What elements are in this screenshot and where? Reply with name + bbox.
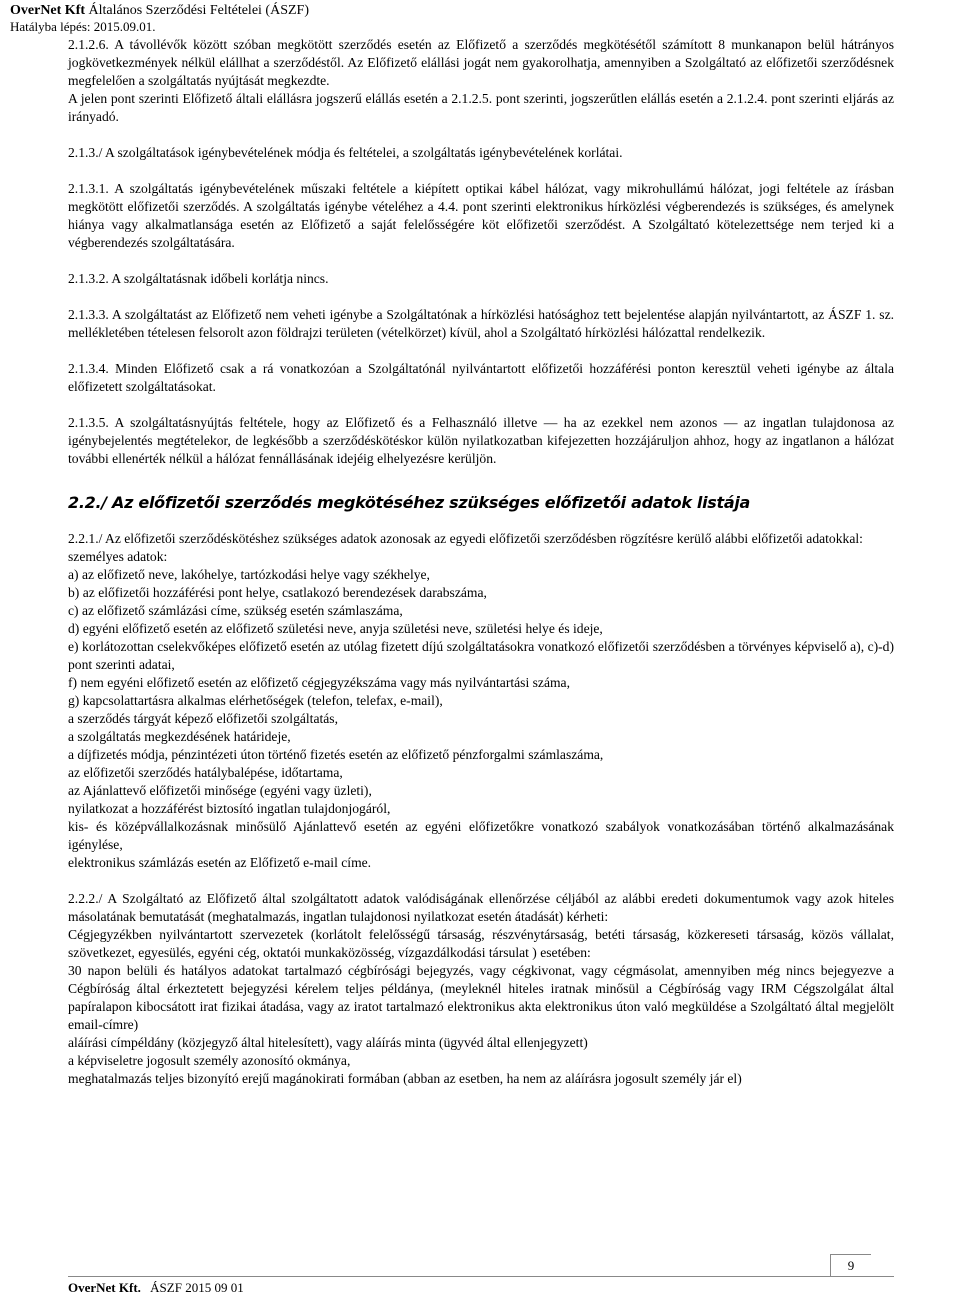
footer-company: OverNet Kft.	[68, 1280, 141, 1295]
document-body	[68, 36, 894, 1088]
list-item: aláírási címpéldány (közjegyző által hitelesített), vagy aláírás minta (ügyvéd által ellenjegyzett)	[68, 1035, 588, 1050]
page-header	[0, 0, 960, 34]
paragraph-2-1-3-3: 2.1.3.3. A szolgáltatást az Előfizető nem veheti igénybe a Szolgáltatónak a hírközlési hatósághoz tett bejelentése alapján nyilvántartott, az ÁSZF 1. sz. mellékletében tételesen felsorolt azon földrajzi területen (vételkörzet) kívül, ahol a Szolgáltató hírközlési hálózattal rendelkezik.	[68, 307, 894, 340]
footer-doc: ÁSZF 2015 09 01	[150, 1280, 244, 1295]
list-item: Cégjegyzékben nyilvántartott szervezetek (korlátolt felelősségű társaság, részvénytársaság, betéti társaság, közkereseti társaság, közös vállalat, szövetkezet, egyesülés, egyéni cég, oktatói munkaközösség, vízgazdálkodási társulat ) esetében:	[68, 927, 894, 960]
paragraph-2-2-2: 2.2.2./ A Szolgáltató az Előfizető által szolgáltatott adatok valódiságának ellenőrzése céljából az alábbi eredeti dokumentumok vagy azok hiteles másolatának bemutatását (meghatalmazás, ingatlan tulajdonosi nyilatkozat esetén átadását) kérheti:	[68, 891, 894, 924]
paragraph-2-1-2-6: 2.1.2.6. A távollévők között szóban megkötött szerződés esetén az Előfizető a szerződés megkötésétől számított 8 munkanapon belül hátrányos jogkövetkezmények nélkül elállhat a szerződéstől. Az Előfizető elállási jogát nem gyakorolhatja, amennyiben a Szolgáltató az előfizetői szerződésnek megfelelően a szolgáltatás nyújtását megkezdte.	[68, 37, 894, 88]
list-item: c) az előfizető számlázási címe, szükség esetén számlaszáma,	[68, 603, 403, 618]
paragraph-2-1-3: 2.1.3./ A szolgáltatások igénybevételének módja és feltételei, a szolgáltatás igénybevételének korlátai.	[68, 145, 623, 160]
list-item: d) egyéni előfizető esetén az előfizető születési neve, anyja születési neve, születési helye és ideje,	[68, 621, 603, 636]
list-item: az előfizetői szerződés hatálybalépése, időtartama,	[68, 765, 343, 780]
subscriber-data-list	[68, 548, 894, 872]
list-item: g) kapcsolattartásra alkalmas elérhetőségek (telefon, telefax, e-mail),	[68, 693, 443, 708]
list-item: b) az előfizetői hozzáférési pont helye, csatlakozó berendezések darabszáma,	[68, 585, 487, 600]
list-item: 30 napon belüli és hatályos adatokat tartalmazó cégbírósági bejegyzés, vagy cégkivonat, vagy cégmásolat, amennyiben még nincs bejegyezve a Cégbíróság által érkeztetett bejegyzési kérelem teljes példánya, (meyleknél hiteles iratnak minősül a Cégbíróság vagy IRM Cégszolgálat által papíralapon kibocsátott irat fizikai átadása, vagy az iratot tartalmazó elektronikus akta elektronikus úton való megküldése a Szolgáltató által megjelölt email-címre)	[68, 963, 894, 1032]
paragraph-2-1-3-1: 2.1.3.1. A szolgáltatás igénybevételének műszaki feltétele a kiépített optikai kábel hálózat, vagy mikrohullámú hálózat, jogi feltétele az írásban megkötött előfizetői szerződés. A szolgáltatás igénybe vételéhez a 4.4. pont szerinti elektronikus hírközlési végberendezés is szükséges, és amelynek hiánya vagy alkalmatlansága esetén az Előfizető a saját felelősségére köt előfizetői szerződést. A Szolgáltató kötelezettsége nem terjed ki a végberendezés szolgáltatására.	[68, 181, 894, 250]
list-item: a díjfizetés módja, pénzintézeti úton történő fizetés esetén az előfizető pénzforgalmi számlaszáma,	[68, 747, 604, 762]
list-item: e) korlátozottan cselekvőképes előfizető esetén az utólag fizetett díjú szolgáltatásokra vonatkozó előfizetői szerződésben a törvényes képviselő a), c)-d) pont szerinti adatai,	[68, 639, 894, 672]
list-item: meghatalmazás teljes bizonyító erejű magánokirati formában (abban az esetben, ha nem az aláírásra jogosult személy jár el)	[68, 1071, 742, 1086]
list-item: az Ajánlattevő előfizetői minősége (egyéni vagy üzleti),	[68, 783, 372, 798]
list-item: nyilatkozat a hozzáférést biztosító ingatlan tulajdonjogáról,	[68, 801, 391, 816]
paragraph-2-2-1: 2.2.1./ Az előfizetői szerződéskötéshez szükséges adatok azonosak az egyedi előfizetői szerződésben rögzítésre kerülő alábbi előfizetői adatokkal:	[68, 531, 863, 546]
header-company: OverNet Kft Általános Szerződési Feltételei (ÁSZF)	[10, 3, 309, 18]
paragraph-2-1-3-5: 2.1.3.5. A szolgáltatásnyújtás feltétele, hogy az Előfizető és a Felhasználó illetve — ha az ezekkel nem azonos — az ingatlan tulajdonosa az igénybejelentés megtételekor, de legkésőbb a szerződéskötéskor külön nyilatkozatban kifejezetten hozzájáruljon ahhoz, hogy az ingatlanon a hálózat további ellenérték nélkül a hálózat fennállásának idejéig elhelyezésre kerüljön.	[68, 415, 894, 466]
list-item: a szerződés tárgyát képező előfizetői szolgáltatás,	[68, 711, 338, 726]
list-item: f) nem egyéni előfizető esetén az előfizető cégjegyzékszáma vagy más nyilvántartási száma,	[68, 675, 570, 690]
paragraph-2-1-3-2: 2.1.3.2. A szolgáltatásnak időbeli korlátja nincs.	[68, 271, 329, 286]
list-item: személyes adatok:	[68, 549, 168, 564]
list-item: elektronikus számlázás esetén az Előfizető e-mail címe.	[68, 855, 372, 870]
page-number: 9	[830, 1254, 871, 1277]
paragraph-2-1-3-4: 2.1.3.4. Minden Előfizető csak a rá vonatkozóan a Szolgáltatónál nyilvántartott előfizetői hozzáférési ponton keresztül veheti igénybe az általa előfizetett szolgáltatásokat.	[68, 361, 894, 394]
list-item: a képviseletre jogosult személy azonosító okmánya,	[68, 1053, 351, 1068]
paragraph-elallas: A jelen pont szerinti Előfizető általi elállásra jogszerű elállás esetén a 2.1.2.5. pont szerinti, jogszerűtlen elállás esetén a 2.1.2.4. pont szerinti eljárás az irányadó.	[68, 91, 894, 124]
documents-list	[68, 926, 894, 1088]
list-item: a) az előfizető neve, lakóhelye, tartózkodási helye vagy székhelye,	[68, 567, 430, 582]
header-doc-title: Általános Szerződési Feltételei (ÁSZF)	[88, 3, 309, 18]
list-item: a szolgáltatás megkezdésének határideje,	[68, 729, 291, 744]
header-effective-date: Hatályba lépés: 2015.09.01.	[10, 19, 156, 34]
section-heading-2-2: 2.2./ Az előfizetői szerződés megkötéséhez szükséges előfizetői adatok listája	[68, 493, 751, 512]
footer-divider	[68, 1276, 894, 1277]
list-item: kis- és középvállalkozásnak minősülő Ajánlattevő esetén az egyéni előfizetőkre vonatkozó szabályok vonatkozásában történő alkalmazásának igénylése,	[68, 819, 894, 852]
